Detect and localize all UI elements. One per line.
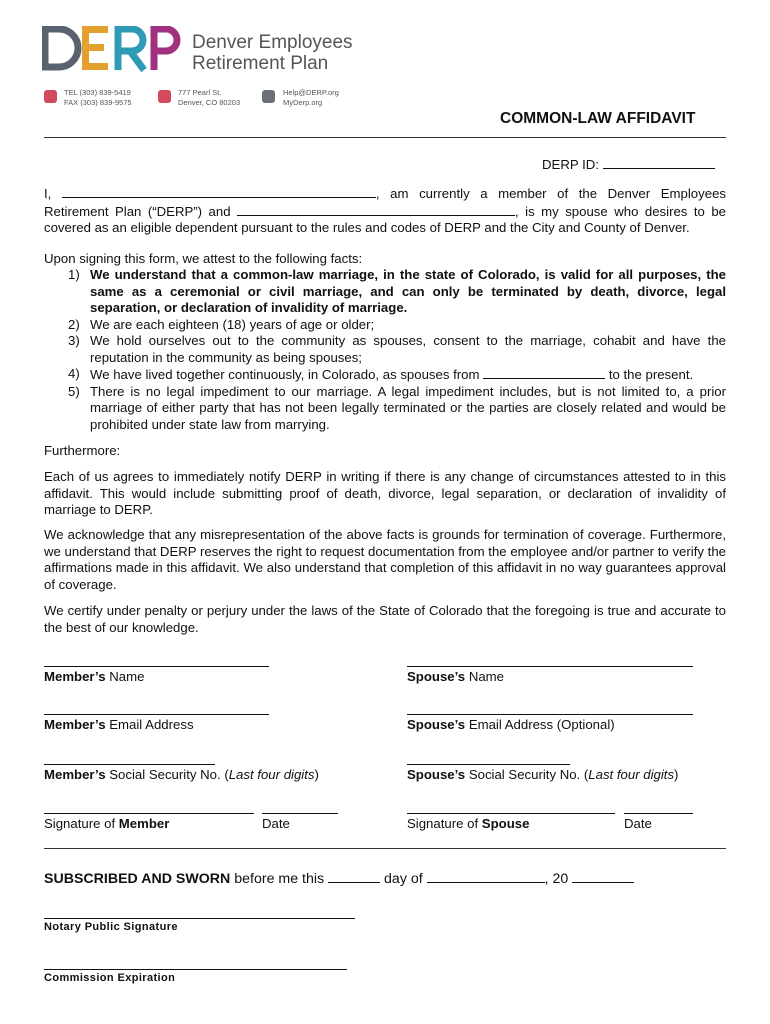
sworn-year-blank[interactable] <box>572 870 634 883</box>
fax-text: FAX (303) 839-9575 <box>64 98 132 107</box>
title-divider <box>44 137 726 138</box>
derp-logo <box>42 26 182 74</box>
email-text[interactable]: Help@DERP.org <box>283 88 339 97</box>
derp-id-label: DERP ID: <box>542 157 599 172</box>
cohabit-date-blank[interactable] <box>483 366 605 379</box>
member-date-label: Date <box>262 816 290 831</box>
brand-line-2: Retirement Plan <box>192 53 329 74</box>
tel-text: TEL (303) 839-5419 <box>64 88 131 97</box>
address-line-2: Denver, CO 80203 <box>178 98 241 107</box>
spouse-name-line[interactable] <box>407 666 693 667</box>
spouse-name-label: Spouse’s Name <box>407 669 504 684</box>
web-text[interactable]: MyDerp.org <box>283 98 323 107</box>
contact-phone <box>64 88 132 108</box>
certify-paragraph: We certify under penalty or perjury under the laws of the State of Colorado that the foregoing is true and accurate to the best of our knowledge. <box>44 603 726 635</box>
location-pin-icon <box>158 90 171 103</box>
spouse-date-label: Date <box>624 816 652 831</box>
sworn-month-blank[interactable] <box>427 870 545 883</box>
contact-address <box>178 88 240 108</box>
spouse-ssn-label: Spouse’s Social Security No. (Last four digits) <box>407 767 679 782</box>
spouse-email-label: Spouse’s Email Address (Optional) <box>407 717 615 732</box>
brand-name <box>192 32 353 74</box>
brand-line-1: Denver Employees <box>192 32 353 53</box>
member-email-line[interactable] <box>44 714 269 715</box>
member-ssn-line[interactable] <box>44 764 215 765</box>
spouse-name-blank[interactable] <box>237 203 515 216</box>
acknowledge-paragraph: We acknowledge that any misrepresentation of the above facts is grounds for termination of coverage. Furthermore, we understand that DERP reserves the right to request documentation from the employee and/or partner to verify the affirmations made in this affidavit. We also understand that completion of this affidavit in no way guarantees approval of coverage. <box>44 527 726 592</box>
commission-expiration-label: Commission Expiration <box>44 972 176 984</box>
spouse-signature-line[interactable] <box>407 813 615 814</box>
spouse-signature-label: Signature of Spouse <box>407 816 530 831</box>
phone-icon <box>44 90 57 103</box>
member-signature-label: Signature of Member <box>44 816 170 831</box>
notify-paragraph: Each of us agrees to immediately notify DERP in writing if there is any change of circumstances attested to in this affidavit. This would include submitting proof of death, divorce, legal separation, or declaration of invalidity of marriage to DERP. <box>44 469 726 517</box>
facts-intro: Upon signing this form, we attest to the following facts: <box>44 251 363 266</box>
address-line-1: 777 Pearl St. <box>178 88 222 97</box>
notary-divider <box>44 848 726 849</box>
commission-expiration-line[interactable] <box>44 969 347 970</box>
member-date-line[interactable] <box>262 813 338 814</box>
spouse-email-line[interactable] <box>407 714 693 715</box>
notary-signature-line[interactable] <box>44 918 355 919</box>
spouse-date-line[interactable] <box>624 813 693 814</box>
derp-id-field[interactable] <box>603 156 715 169</box>
list-item: 2) We are each eighteen (18) years of age or older; <box>68 316 375 332</box>
intro-paragraph: I, , am currently a member of the Denver Employees Retirement Plan (“DERP”) and , is my spouse who desires to be covered as an eligible dependent pursuant to the rules and codes of DERP and the City and County of Denver. <box>44 186 727 235</box>
list-item: 3) We hold ourselves out to the community as spouses, consent to the marriage, cohabit and have the reputation in the community as being spouses; <box>68 333 726 365</box>
furthermore-heading: Furthermore: <box>44 443 121 458</box>
notary-signature-label: Notary Public Signature <box>44 921 178 933</box>
member-name-label: Member’s Name <box>44 669 145 684</box>
member-name-blank[interactable] <box>62 185 376 198</box>
member-email-label: Member’s Email Address <box>44 717 194 732</box>
member-signature-line[interactable] <box>44 813 254 814</box>
web-icon <box>262 90 275 103</box>
list-item: 5) There is no legal impediment to our marriage. A legal impediment includes, but is not limited to, a prior marriage of either party that has not been legally terminated or the parties are closely related and would be prohibited under state law from marrying. <box>68 383 726 432</box>
sworn-statement: SUBSCRIBED AND SWORN before me this day of , 20 <box>44 870 634 887</box>
sworn-day-blank[interactable] <box>328 870 380 883</box>
derp-id-row <box>542 156 715 172</box>
page-title: COMMON-LAW AFFIDAVIT <box>500 110 696 127</box>
contact-web <box>283 88 339 108</box>
list-item: 1) We understand that a common-law marriage, in the state of Colorado, is valid for all purposes, the same as a ceremonial or civil marriage, and can only be terminated by death, divorce, legal separation, or declaration of invalidity of marriage. <box>68 267 726 315</box>
facts-list <box>44 267 726 433</box>
list-item: 4) We have lived together continuously, in Colorado, as spouses from to the present. <box>68 366 694 382</box>
member-ssn-label: Member’s Social Security No. (Last four digits) <box>44 767 319 782</box>
member-name-line[interactable] <box>44 666 269 667</box>
spouse-ssn-line[interactable] <box>407 764 570 765</box>
